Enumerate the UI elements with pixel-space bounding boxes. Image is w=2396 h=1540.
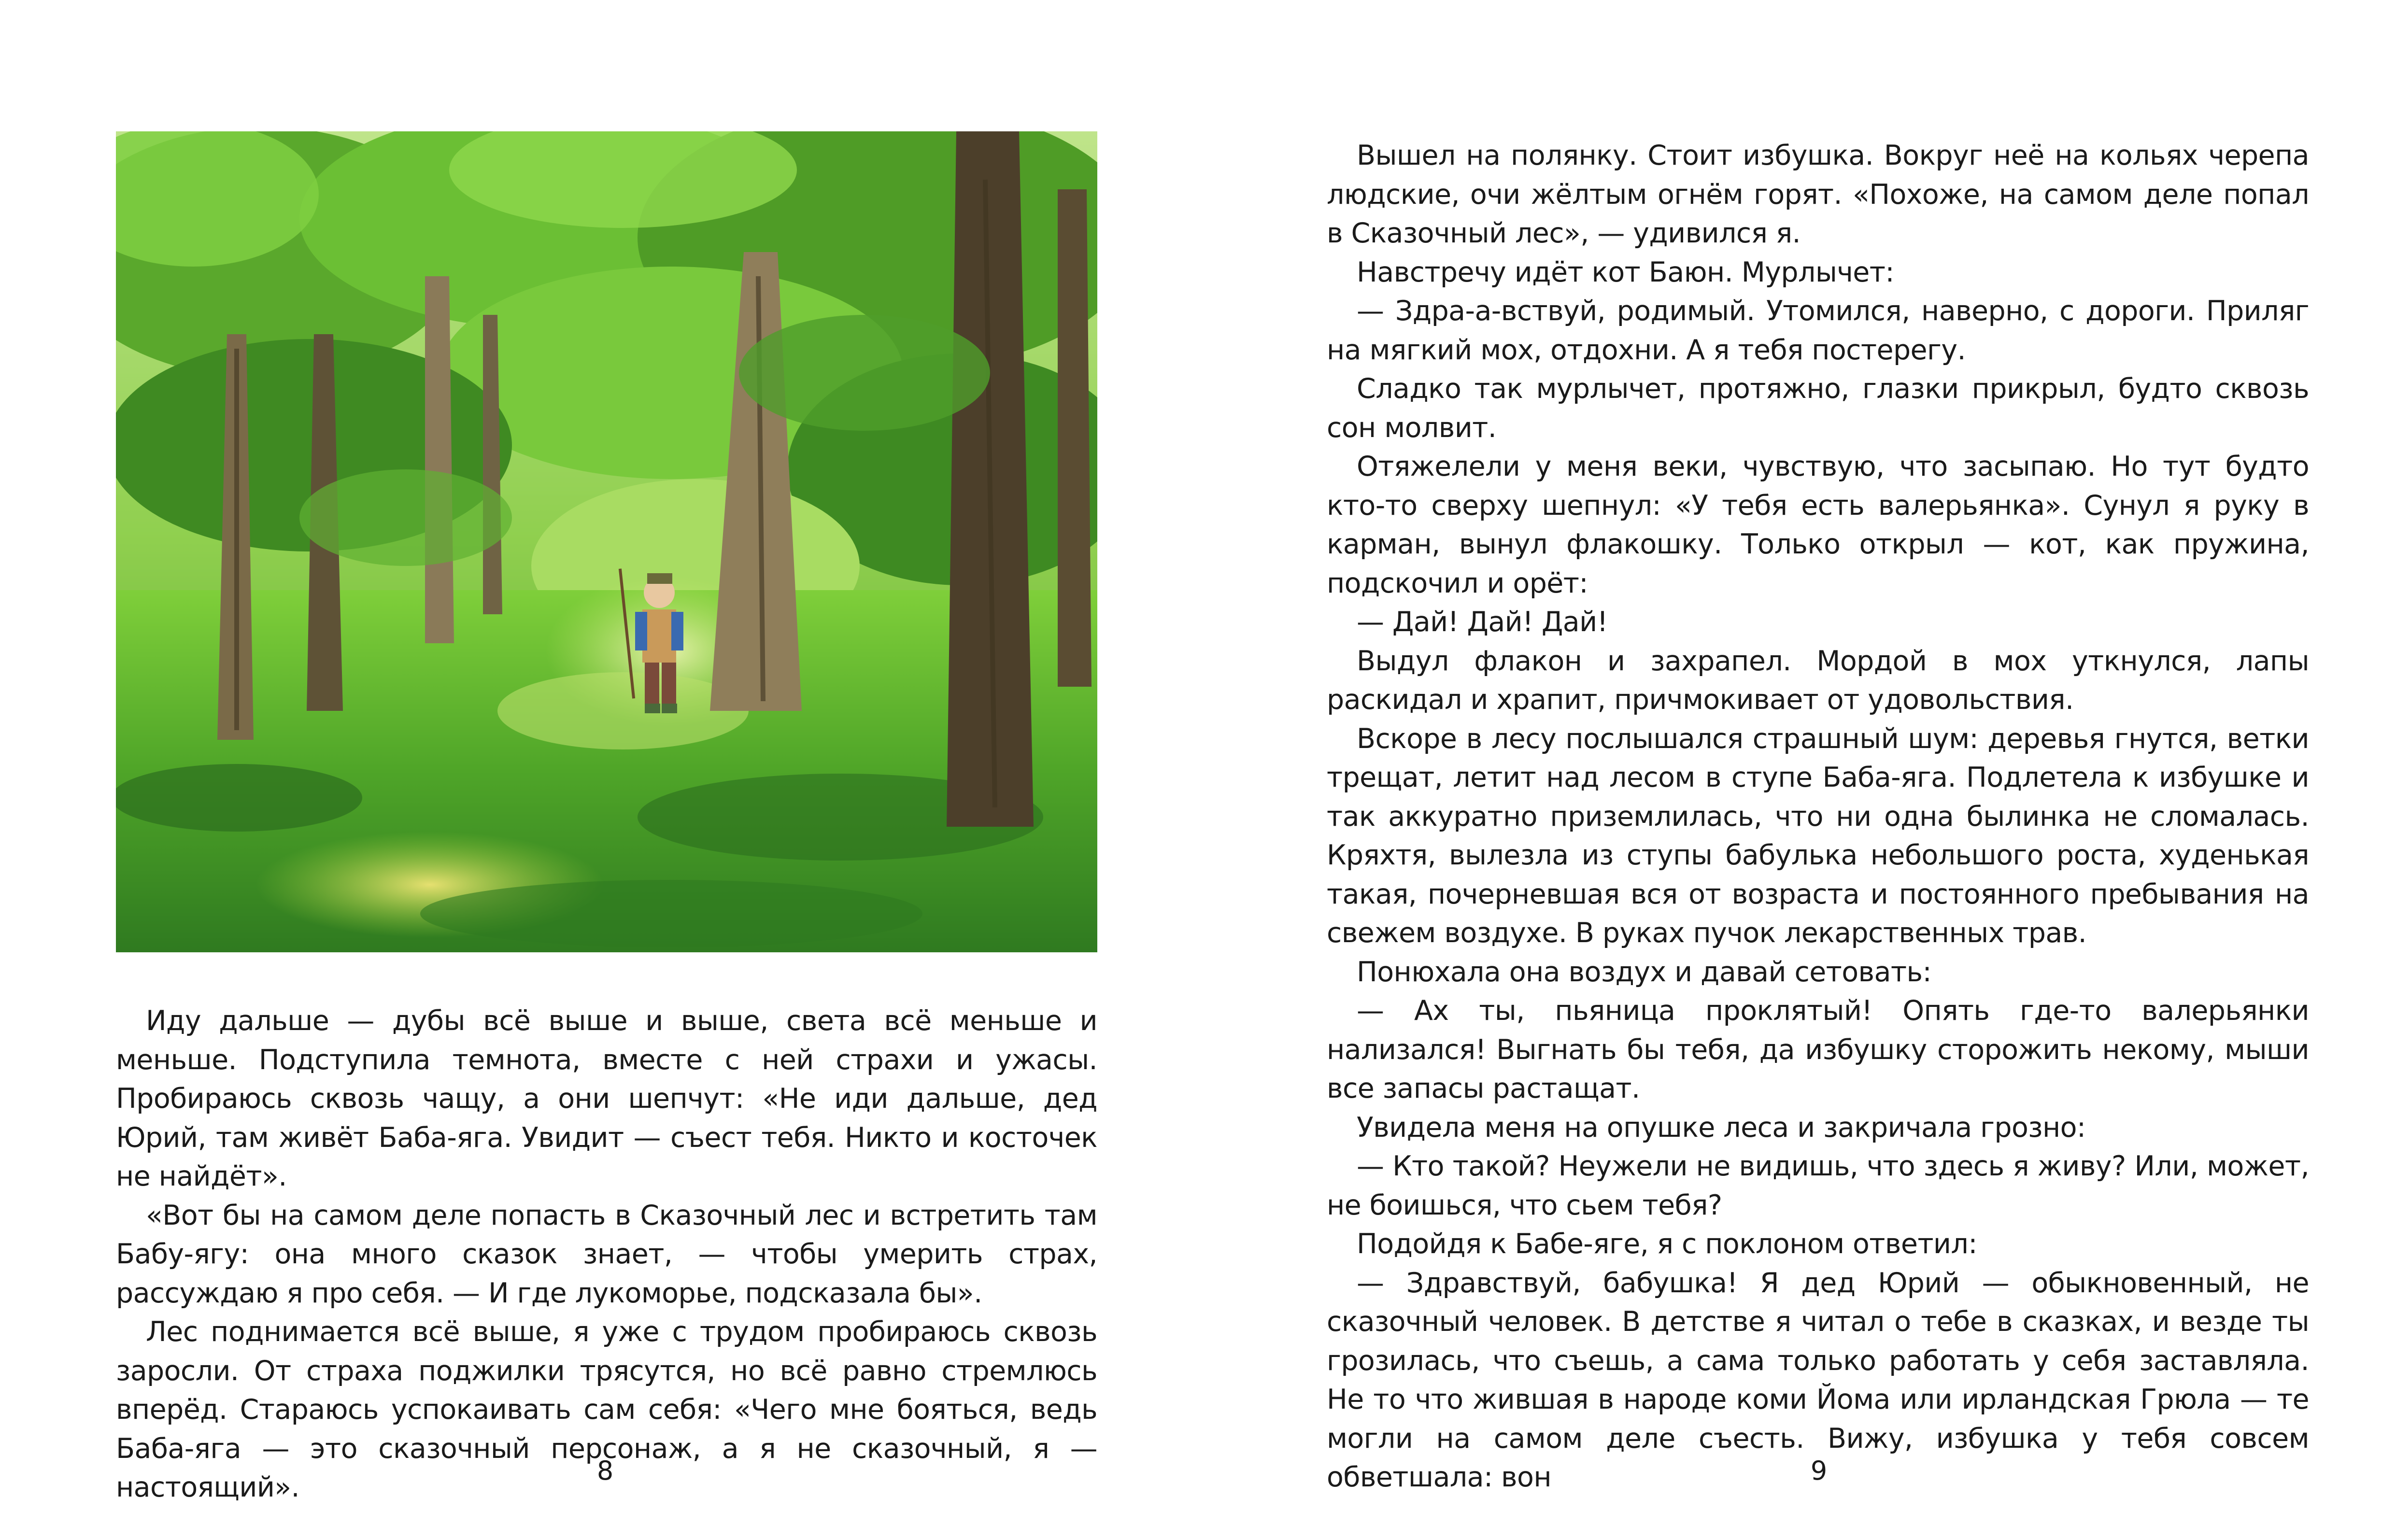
- paragraph: Вскоре в лесу послышался страшный шум: деревья гнутся, ветки трещат, летит над лесом в ступе Баба-яга. Подлетела к избушке и так аккуратно приземлилась, что ни одна былинка не сломалась. Кряхтя, вылезла из ступы бабулька небольшого роста, худенькая такая, почерневшая вся от возраста и постоянного пребывания на свежем воздухе. В руках пучок лекарственных трав.: [1327, 722, 2309, 949]
- forest-illustration: [116, 131, 1097, 952]
- paragraph: — Дай! Дай! Дай!: [1357, 606, 1608, 638]
- left-page-text: [116, 1002, 1097, 1507]
- paragraph: Увидела меня на опушке леса и закричала грозно:: [1357, 1111, 2086, 1144]
- paragraph: Сладко так мурлычет, протяжно, глазки прикрыл, будто сквозь сон молвит.: [1327, 373, 2309, 444]
- paragraph: Вышел на полянку. Стоит избушка. Вокруг неё на кольях черепа людские, очи жёлтым огнём горят. «Похоже, на самом деле попал в Сказочный лес», — удивился я.: [1327, 140, 2309, 249]
- paragraph: Понюхала она воздух и давай сетовать:: [1357, 956, 1932, 988]
- paragraph: — Ах ты, пьяница проклятый! Опять где-то валерьянки нализался! Выгнать бы тебя, да избушку сторожить некому, мыши все запасы растащат.: [1327, 995, 2309, 1104]
- paragraph: Подойдя к Бабе-яге, я с поклоном ответил:: [1357, 1228, 1977, 1260]
- page-number-right: 9: [1810, 1455, 1828, 1486]
- paragraph: Выдул флакон и захрапел. Мордой в мох уткнулся, лапы раскидал и храпит, причмокивает от удовольствия.: [1327, 645, 2309, 716]
- right-page-text: [1327, 136, 2309, 1497]
- paragraph: Лес поднимается всё выше, я уже с трудом пробираюсь сквозь заросли. От страха поджилки трясутся, но всё равно стремлюсь вперёд. Стараюсь успокаивать сам себя: «Чего мне бояться, ведь Баба-яга — это сказочный персонаж, а я не сказочный, я — настоящий».: [116, 1316, 1097, 1503]
- paragraph: — Кто такой? Неужели не видишь, что здесь я живу? Или, может, не боишься, что сьем тебя?: [1327, 1150, 2309, 1221]
- paragraph: Навстречу идёт кот Баюн. Мурлычет:: [1357, 256, 1894, 288]
- forest-painting: [116, 131, 1097, 952]
- right-page: [1198, 0, 2396, 1540]
- paragraph: Иду дальше — дубы всё выше и выше, света всё меньше и меньше. Подступила темнота, вместе с ней страхи и ужасы. Пробираюсь сквозь чащу, а они шепчут: «Не иди дальше, дед Юрий, там живёт Баба-яга. Увидит — съест тебя. Никто и косточек не найдёт».: [116, 1005, 1097, 1192]
- paragraph: «Вот бы на самом деле попасть в Сказочный лес и встретить там Бабу-ягу: она много сказок знает, — чтобы умерить страх, рассуждаю я про себя. — И где лукоморье, подсказала бы».: [116, 1199, 1097, 1309]
- paragraph: — Здра-а-вствуй, родимый. Утомился, наверно, с дороги. Приляг на мягкий мох, отдохни. А я тебя постерегу.: [1327, 295, 2309, 366]
- paragraph: — Здравствуй, бабушка! Я дед Юрий — обыкновенный, не сказочный человек. В детстве я читал о тебе в сказках, и везде ты грозилась, что съешь, а сама только работать у себя заставляла. Не то что жившая в народе коми Йома или ирландская Грюла — те могли на самом деле съесть. Вижу, избушка у тебя совсем обветшала: вон: [1327, 1267, 2309, 1493]
- paragraph: Отяжелели у меня веки, чувствую, что засыпаю. Но тут будто кто-то сверху шепнул: «У тебя есть валерьянка». Сунул я руку в карман, вынул флакошку. Только открыл — кот, как пружина, подскочил и орёт:: [1327, 451, 2309, 599]
- page-number-left: 8: [596, 1455, 614, 1486]
